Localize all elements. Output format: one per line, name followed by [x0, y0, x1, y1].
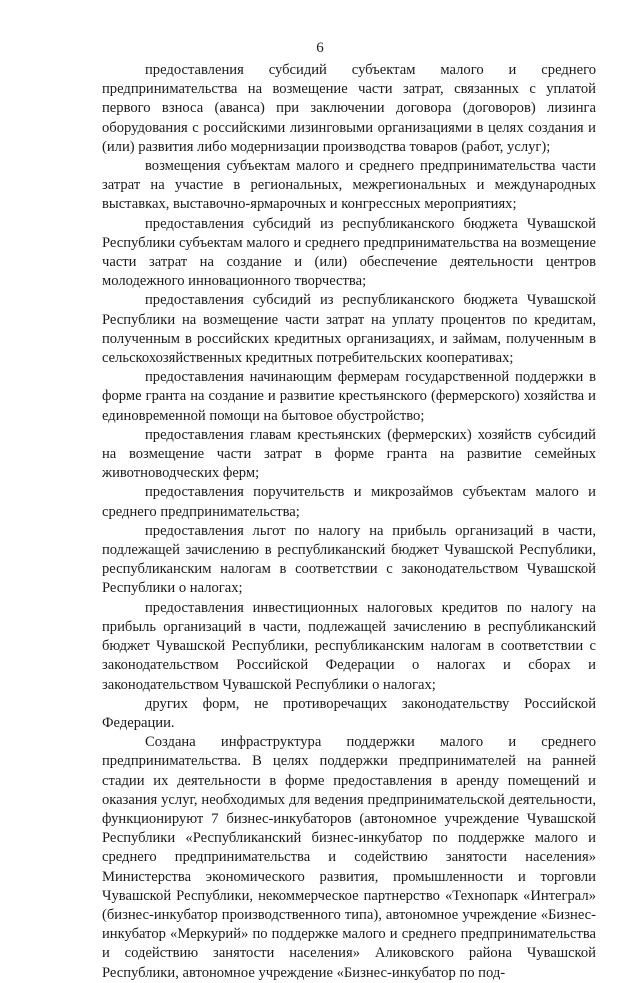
paragraph-infrastructure: Создана инфраструктура поддержки малого и среднего предпринимательства. В целях поддержки предпринимателей на ранней стадии их деятельности в форме предоставления в аренду помещений и оказания услуг, необходимых для ведения предпринимательской деятельности, функционируют 7 бизнес-инкубаторов (автономное учреждение Чувашской Республики «Республиканский бизнес-инкубатор по поддержке малого и среднего предпринимательства и содействию занятости населения» Министерства экономического развития, промышленности и торговли Чувашской Республики, некоммерческое партнерство «Технопарк «Интеграл» (бизнес-инкубатор производственного типа), автономное учреждение «Бизнес-инкубатор «Меркурий» по поддержке малого и среднего предпринимательства и содействию занятости населения» Аликовского района Чувашской Республики, автономное учреждение «Бизнес-инкубатор по под- — [102, 734, 596, 981]
paragraph-guarantees-microloans: предоставления поручительств и микрозаймов субъектам малого и среднего предпринимательства; — [102, 484, 596, 520]
paragraph-novice-farmers-grants: предоставления начинающим фермерам государственной поддержки в форме гранта на создание и развитие крестьянского (фермерского) хозяйства и единовременной помощи на бытовое обустройство; — [102, 369, 596, 424]
document-body — [102, 61, 596, 983]
paragraph-family-farms-grants: предоставления главам крестьянских (фермерских) хозяйств субсидий на возмещение части затрат в форме гранта на развитие семейных животноводческих ферм; — [102, 426, 596, 482]
paragraph-profit-tax-benefits: предоставления льгот по налогу на прибыль организаций в части, подлежащей зачислению в республиканский бюджет Чувашской Республики, республиканским налогам в соответствии с законодательством Чувашской Республики о налогах; — [102, 522, 596, 597]
paragraph-investment-tax-credits: предоставления инвестиционных налоговых кредитов по налогу на прибыль организаций в части, подлежащей зачислению в республиканский бюджет Чувашской Республики, республиканским налогам в соответствии с законодательством Российской Федерации о налогах и сборах и законодательством Чувашской Республики о налогах; — [102, 599, 596, 693]
page-number: 6 — [316, 40, 324, 56]
paragraph-other-forms: других форм, не противоречащих законодательству Российской Федерации. — [102, 695, 596, 731]
paragraph-interest-subsidies: предоставления субсидий из республиканского бюджета Чувашской Республики на возмещение части затрат на уплату процентов по кредитам, полученным в российских кредитных организациях, и займам, полученным в сельскохозяйственных кредитных потребительских кооперативах; — [102, 292, 596, 367]
paragraph-leasing-subsidies: предоставления субсидий субъектам малого и среднего предпринимательства на возмещение части затрат, связанных с уплатой первого взноса (аванса) при заключении договора (договоров) лизинга оборудования с российскими лизинговыми организациями в целях создания и (или) развития либо модернизации производства товаров (работ, услуг); — [102, 62, 596, 155]
paragraph-youth-innovation-centers: предоставления субсидий из республиканского бюджета Чувашской Республики субъектам малого и среднего предпринимательства на возмещение части затрат на создание и (или) обеспечение деятельности центров молодежного инновационного творчества; — [102, 215, 596, 290]
paragraph-exhibition-costs: возмещения субъектам малого и среднего предпринимательства части затрат на участие в региональных, межрегиональных и международных выставках, выставочно-ярмарочных и конгрессных мероприятиях; — [102, 158, 596, 213]
